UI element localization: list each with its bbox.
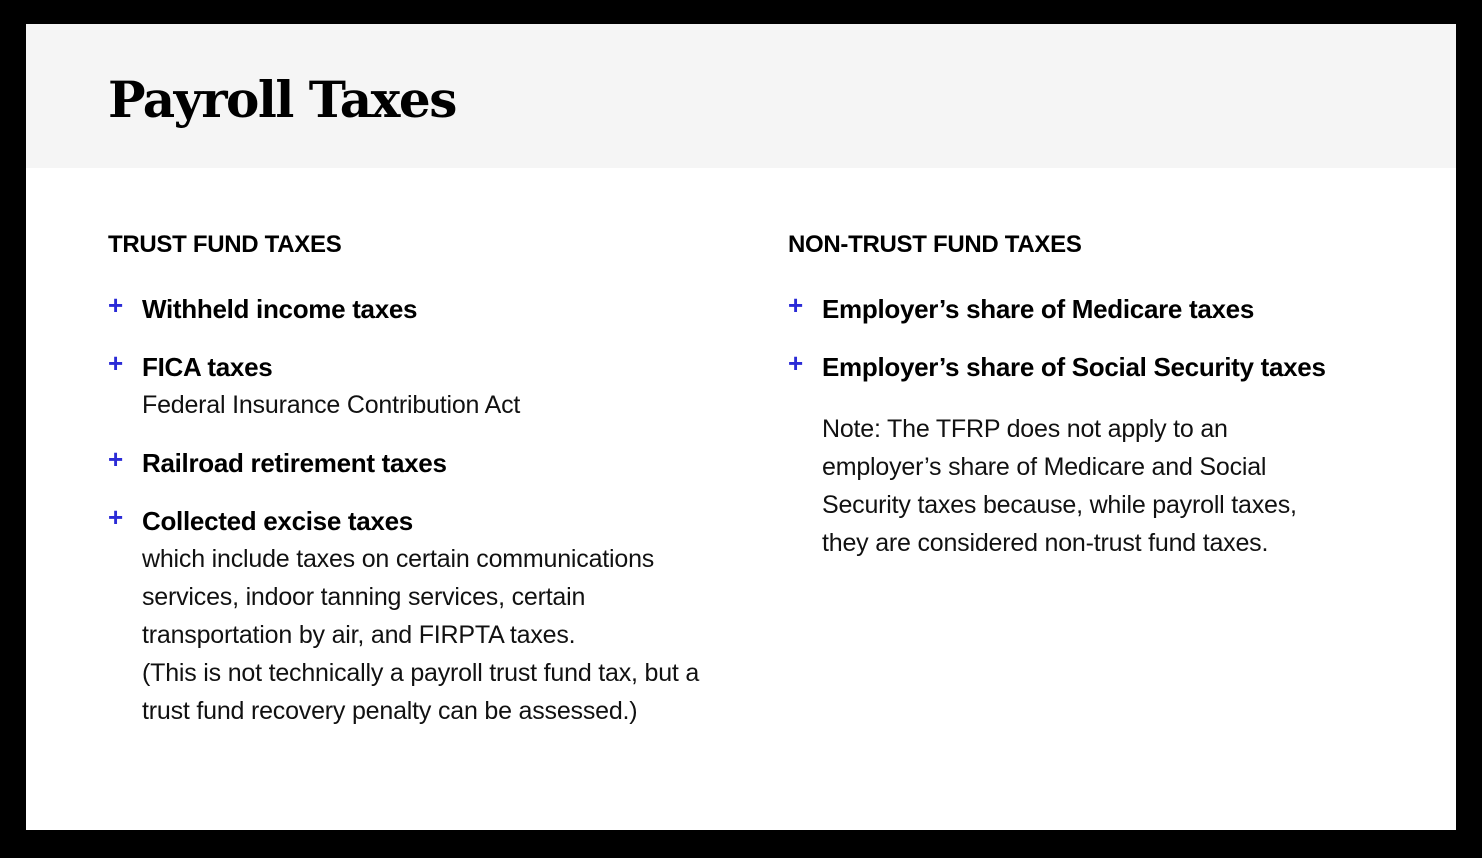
trust-fund-heading: TRUST FUND TAXES [108, 231, 342, 258]
note-line: Security taxes because, while payroll taxes, [822, 491, 1297, 519]
item-title: Withheld income taxes [142, 294, 418, 324]
item-title: Employer’s share of Medicare taxes [822, 294, 1255, 324]
note-line: Note: The TFRP does not apply to an [822, 415, 1228, 443]
title-band [26, 24, 1456, 168]
tfrp-note [788, 410, 1388, 562]
non-trust-fund-heading: NON-TRUST FUND TAXES [788, 231, 1082, 258]
trust-fund-list [108, 290, 798, 730]
item-description: Federal Insurance Contribution Act [142, 391, 521, 419]
non-trust-fund-column [788, 230, 1428, 562]
item-description-line: (This is not technically a payroll trust fund tax, but a [142, 659, 700, 687]
list-item [108, 290, 798, 328]
item-description-line: services, indoor tanning services, certain [142, 583, 586, 611]
list-item [108, 444, 798, 482]
list-item [108, 348, 798, 424]
plus-icon: + [788, 348, 804, 378]
item-title: Employer’s share of Social Security taxes [822, 352, 1326, 382]
list-item [108, 502, 798, 730]
note-line: they are considered non-trust fund taxes. [822, 529, 1269, 557]
item-description-line: which include taxes on certain communications [142, 545, 655, 573]
list-item [788, 290, 1428, 328]
note-line: employer’s share of Medicare and Social [822, 453, 1267, 481]
non-trust-fund-list [788, 290, 1428, 386]
item-title: Railroad retirement taxes [142, 448, 447, 478]
item-description-line: trust fund recovery penalty can be assessed.) [142, 697, 638, 725]
slide [26, 24, 1456, 830]
list-item [788, 348, 1428, 386]
plus-icon: + [788, 290, 804, 320]
item-description-line: transportation by air, and FIRPTA taxes. [142, 621, 576, 649]
item-title: FICA taxes [142, 352, 273, 382]
plus-icon: + [108, 348, 124, 378]
plus-icon: + [108, 444, 124, 474]
plus-icon: + [108, 290, 124, 320]
trust-fund-column [108, 230, 798, 754]
item-title: Collected excise taxes [142, 506, 413, 536]
page-title: Payroll Taxes [108, 70, 456, 129]
plus-icon: + [108, 502, 124, 532]
